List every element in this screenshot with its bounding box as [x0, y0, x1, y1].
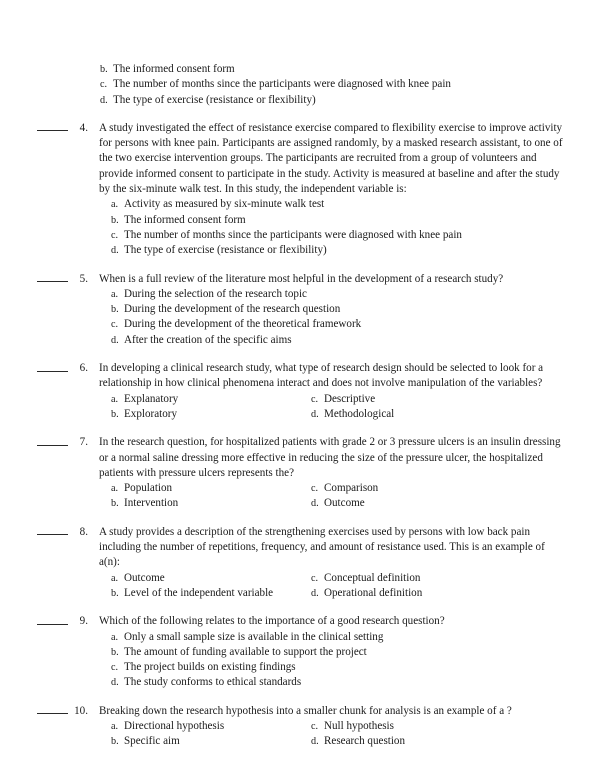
option-text: Null hypothesis: [324, 719, 394, 732]
answer-blank-10[interactable]: [37, 713, 68, 714]
question-5: [0, 272, 600, 348]
answer-blank-6[interactable]: [37, 371, 68, 372]
option-letter: b.: [111, 408, 119, 420]
question-body: [99, 361, 565, 422]
option-letter: a.: [111, 631, 119, 643]
list-item: [111, 660, 565, 675]
question-stem: In the research question, for hospitalized patients with grade 2 or 3 pressure ulcers is an insulin dressing or a normal saline dressing more effective in reducing the size of the pressure ulcer, the hospitalized patients with pressure ulcers represents the?: [99, 436, 561, 479]
question-head: [0, 704, 600, 750]
question-4: [0, 121, 600, 259]
option-text: Outcome: [324, 497, 365, 510]
option-text: During the development of the research question: [124, 303, 341, 316]
option-list: [111, 481, 565, 512]
option-letter: b.: [111, 498, 119, 510]
option-letter: d.: [111, 677, 119, 689]
answer-blank-5[interactable]: [37, 281, 68, 282]
option-letter: b.: [111, 587, 119, 599]
option-text: Comparison: [324, 482, 379, 495]
question-stem: Breaking down the research hypothesis into a smaller chunk for analysis is an example of a ?: [99, 704, 512, 717]
question-8: [0, 525, 600, 601]
option-text: Population: [124, 482, 173, 495]
question-number: 5.: [79, 272, 88, 285]
option-text: The amount of funding available to support the project: [124, 645, 367, 658]
option-text: Activity as measured by six-minute walk test: [124, 198, 325, 211]
list-item: [111, 734, 311, 749]
question-head: [0, 361, 600, 422]
list-item: [111, 302, 565, 317]
option-letter: b.: [111, 646, 119, 658]
question-body: [99, 704, 565, 750]
question-stem: In developing a clinical research study, what type of research design should be selected to look for a relationship in how clinical phenomena interact and does not involve manipulation of the variables?: [99, 362, 544, 390]
question-body: [99, 614, 565, 690]
list-item: [111, 392, 311, 407]
list-item: [111, 496, 311, 511]
list-item: [111, 407, 311, 422]
option-text: Specific aim: [124, 735, 180, 748]
list-item: [311, 481, 565, 496]
option-letter: d.: [311, 498, 319, 510]
question-7: [0, 435, 600, 511]
option-text: Level of the independent variable: [124, 586, 274, 599]
question-stem: A study investigated the effect of resistance exercise compared to flexibility exercise to improve activity for persons with knee pain. Participants are assigned randomly, by a masked research assistant, to one of the two exercise intervention groups. The participants are recruited from a group of volunteers and provide informed consent to participate in the study. Activity is measured at baseline and after the study by the six-minute walk test. In this study, the independent variable is:: [99, 121, 563, 196]
question-stem: A study provides a description of the strengthening exercises used by persons with low back pain including the number of repetitions, frequency, and amount of resistance used. This is an example of a(n):: [99, 525, 545, 569]
option-text: Methodological: [324, 407, 395, 420]
page-content: [0, 62, 600, 750]
list-item: [111, 213, 565, 228]
option-text: The number of months since the participants were diagnosed with knee pain: [124, 228, 462, 241]
list-item: [311, 407, 565, 422]
question-number: 9.: [79, 615, 88, 628]
option-list: [111, 392, 565, 423]
option-text: The informed consent form: [124, 213, 246, 226]
option-text: Outcome: [124, 571, 165, 584]
option-list: [111, 630, 565, 691]
option-text: Research question: [324, 735, 406, 748]
option-letter: d.: [100, 94, 108, 106]
option-letter: c.: [311, 720, 319, 732]
list-item: [111, 481, 311, 496]
question-6: [0, 361, 600, 422]
question-number: 10.: [74, 704, 88, 717]
option-list: [111, 571, 565, 602]
list-item: [111, 571, 311, 586]
option-letter: b.: [111, 304, 119, 316]
option-list: [111, 197, 565, 258]
option-text: Intervention: [124, 497, 179, 510]
list-item: [111, 197, 565, 212]
option-letter: a.: [111, 720, 119, 732]
list-item: [111, 317, 565, 332]
option-letter: d.: [311, 587, 319, 599]
list-item: [311, 571, 565, 586]
list-item: [111, 719, 311, 734]
option-letter: d.: [111, 334, 119, 346]
question-head: [0, 525, 600, 601]
question-9: [0, 614, 600, 690]
option-letter: a.: [111, 483, 119, 495]
question-body: [99, 272, 565, 348]
option-letter: a.: [111, 288, 119, 300]
question-head: [0, 121, 600, 259]
list-item: [111, 586, 311, 601]
option-text: Exploratory: [124, 407, 177, 420]
continued-options-list: [100, 62, 600, 108]
option-text: The type of exercise (resistance or flexibility): [124, 244, 327, 257]
list-item: [311, 734, 565, 749]
answer-blank-9[interactable]: [37, 624, 68, 625]
option-text: Operational definition: [324, 586, 423, 599]
option-text: The project builds on existing findings: [124, 661, 296, 674]
option-letter: a.: [111, 393, 119, 405]
question-number: 8.: [79, 525, 88, 538]
option-letter: d.: [111, 245, 119, 257]
option-letter: c.: [111, 662, 119, 674]
question-body: [99, 525, 565, 601]
option-letter: d.: [311, 408, 319, 420]
question-head: [0, 614, 600, 690]
option-text: The study conforms to ethical standards: [124, 676, 302, 689]
option-letter: c.: [100, 79, 108, 91]
list-item: [111, 243, 565, 258]
question-10: [0, 704, 600, 750]
option-text: During the selection of the research topic: [124, 287, 307, 300]
option-text: Explanatory: [124, 392, 179, 405]
option-letter: c.: [311, 393, 319, 405]
answer-blank-7[interactable]: [37, 445, 68, 446]
question-body: [99, 435, 565, 511]
question-head: [0, 435, 600, 511]
question-stem: When is a full review of the literature most helpful in the development of a research study?: [99, 272, 504, 285]
list-item: [111, 333, 565, 348]
option-list: [111, 719, 565, 750]
option-letter: c.: [111, 319, 119, 331]
option-text: Conceptual definition: [324, 571, 421, 584]
list-item: [100, 77, 600, 92]
option-text: Only a small sample size is available in the clinical setting: [124, 630, 384, 643]
question-stem: Which of the following relates to the importance of a good research question?: [99, 615, 445, 628]
list-item: [311, 392, 565, 407]
list-item: [311, 496, 565, 511]
option-text: During the development of the theoretical framework: [124, 318, 362, 331]
list-item: [311, 586, 565, 601]
option-letter: b.: [111, 736, 119, 748]
list-item: [111, 287, 565, 302]
list-item: [111, 228, 565, 243]
question-head: [0, 272, 600, 348]
option-text: The informed consent form: [113, 63, 235, 75]
option-text: The number of months since the participants were diagnosed with knee pain: [113, 78, 451, 91]
option-letter: c.: [311, 572, 319, 584]
list-item: [111, 645, 565, 660]
question-body: [99, 121, 565, 259]
option-text: Directional hypothesis: [124, 719, 225, 732]
option-list: [111, 287, 565, 348]
list-item: [100, 93, 600, 108]
option-text: Descriptive: [324, 392, 376, 405]
option-letter: a.: [111, 199, 119, 211]
option-letter: c.: [111, 229, 119, 241]
list-item: [111, 630, 565, 645]
question-number: 7.: [79, 436, 88, 449]
option-letter: a.: [111, 572, 119, 584]
answer-blank-4[interactable]: [37, 130, 68, 131]
option-text: The type of exercise (resistance or flexibility): [113, 93, 316, 106]
question-number: 4.: [79, 121, 88, 134]
question-number: 6.: [79, 362, 88, 375]
list-item: [111, 675, 565, 690]
list-item: [100, 62, 600, 77]
option-letter: d.: [311, 736, 319, 748]
list-item: [311, 719, 565, 734]
option-letter: b.: [100, 64, 108, 75]
answer-blank-8[interactable]: [37, 534, 68, 535]
option-letter: c.: [311, 483, 319, 495]
option-letter: b.: [111, 214, 119, 226]
option-text: After the creation of the specific aims: [124, 333, 292, 346]
